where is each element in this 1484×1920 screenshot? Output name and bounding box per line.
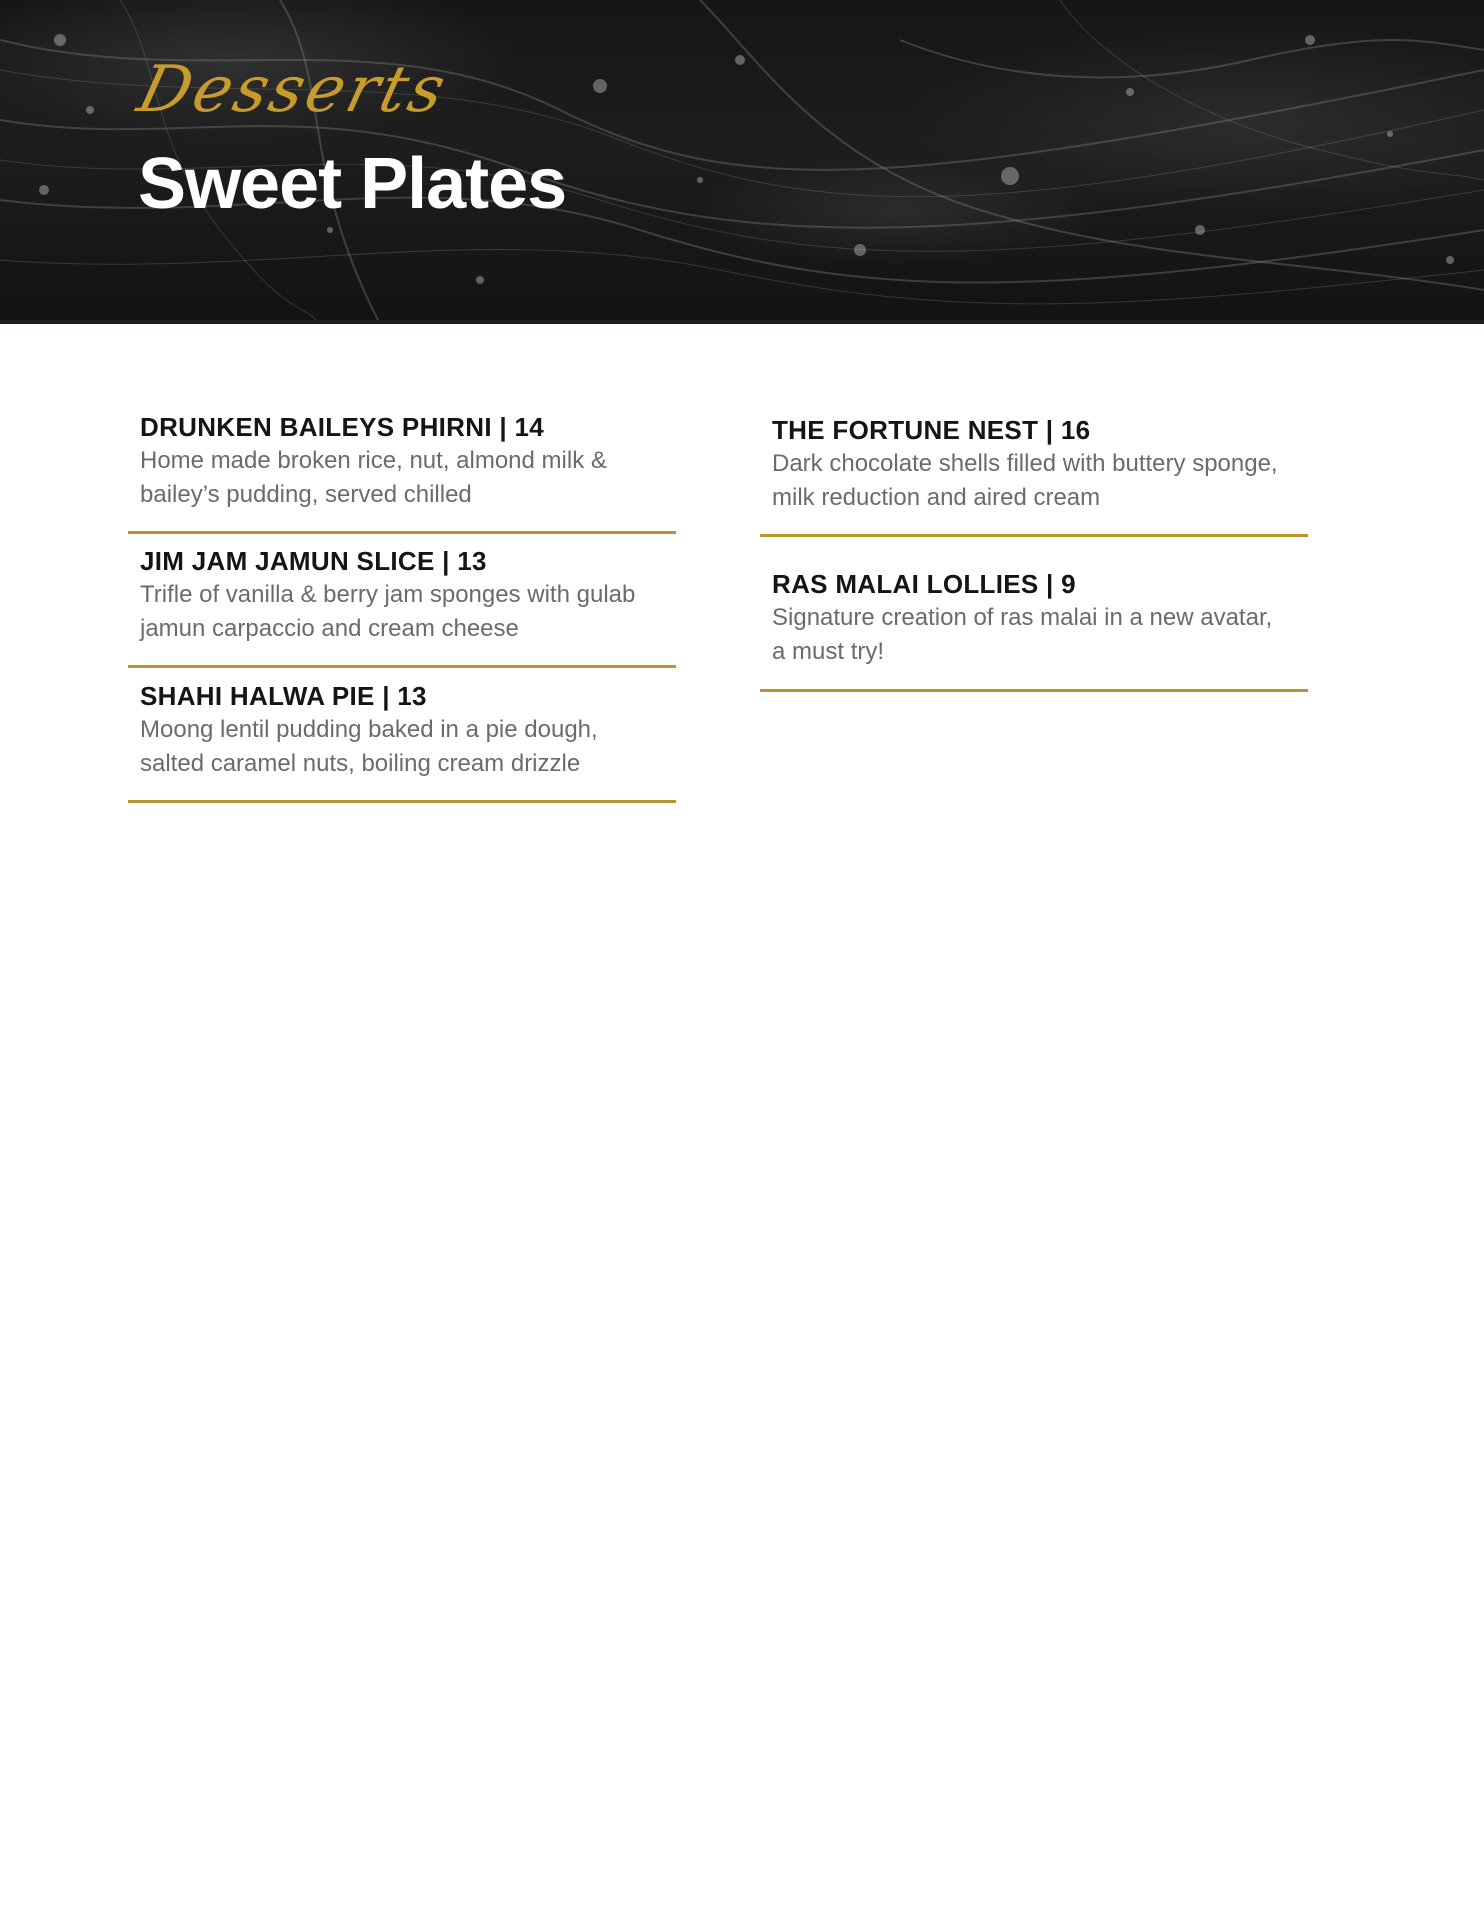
menu-item-name: THE FORTUNE NEST | 16 xyxy=(772,415,1091,445)
menu-item-description: Signature creation of ras malai in a new avatar, a must try! xyxy=(772,604,1273,665)
menu-item-name: JIM JAM JAMUN SLICE | 13 xyxy=(140,546,487,576)
menu-item-jim-jam-jamun-slice xyxy=(128,546,676,668)
header-banner xyxy=(0,0,1484,324)
page-title: Sweet Plates xyxy=(138,144,567,224)
banner-bottom-border xyxy=(0,320,1484,324)
menu-item-name: DRUNKEN BAILEYS PHIRNI | 14 xyxy=(140,412,544,442)
menu-item-description: Moong lentil pudding baked in a pie dough, salted caramel nuts, boiling cream drizzle xyxy=(140,716,598,777)
menu-item-drunken-baileys-phirni xyxy=(128,412,676,534)
menu-item-name: RAS MALAI LOLLIES | 9 xyxy=(772,569,1076,599)
menu-item-description: Trifle of vanilla & berry jam sponges with gulab jamun carpaccio and cream cheese xyxy=(140,581,636,642)
menu-item-description: Dark chocolate shells filled with buttery sponge, milk reduction and aired cream xyxy=(772,450,1278,511)
menu-item-description: Home made broken rice, nut, almond milk & bailey’s pudding, served chilled xyxy=(140,447,607,508)
menu-item-name: SHAHI HALWA PIE | 13 xyxy=(140,681,427,711)
menu-item-ras-malai-lollies xyxy=(760,569,1308,692)
menu-item-the-fortune-nest xyxy=(760,415,1308,537)
section-script-title: Desserts xyxy=(130,53,456,127)
menu-item-shahi-halwa-pie xyxy=(128,681,676,803)
